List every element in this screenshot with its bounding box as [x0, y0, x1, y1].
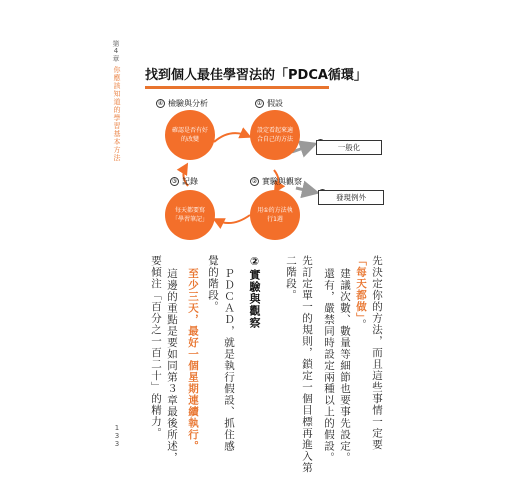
step-1-number: ① [256, 100, 263, 107]
body-col-6: 二階段。 [285, 255, 297, 301]
step-2-number: ② [251, 178, 258, 185]
body-col-8: 覺的階段。 [207, 255, 219, 313]
step-1-label [255, 98, 283, 109]
arrow-4-to-1 [214, 133, 248, 142]
outcome-6-text: 發現例外 [336, 193, 366, 202]
outcome-5-text: 一般化 [337, 143, 361, 152]
step-4-circle [165, 110, 215, 160]
step-2-circle [250, 190, 300, 240]
step-1-text: 設定看起來適合自己的方法 [256, 127, 293, 143]
body-col-11: 要傾注「百分之一百二十」的精力。 [150, 255, 162, 439]
step-4-label [156, 98, 208, 109]
step-2-label [250, 176, 302, 187]
outcome-6-box [318, 190, 384, 205]
step-3-text: 每天都要寫「學習筆記」 [171, 207, 208, 223]
outcome-5-box [316, 140, 382, 155]
step-3-label [170, 176, 198, 187]
step-4-number: ④ [157, 100, 164, 107]
step-4-text: 確認是否有好的改變 [171, 127, 208, 143]
page-number: 133 [113, 424, 121, 448]
body-col-5: 先訂定單一的規則，鎖定一個目標再進入第 [301, 255, 313, 474]
step-2-text: 用①的方法執行1週 [257, 207, 293, 223]
chapter-label: 第4章 [112, 40, 120, 62]
body-col-2 [354, 255, 367, 330]
arrow-2-to-3 [216, 215, 250, 223]
step-3-circle [165, 190, 215, 240]
figure-title: 找到個人最佳學習法的「PDCA循環」 [145, 68, 367, 83]
body-col-1: 先決定你的方法，而且這些事情一定要 [371, 255, 383, 451]
section-heading-text: 實驗與觀察 [248, 269, 261, 329]
chapter-title: 你應該知道的學習基本方法 [113, 66, 121, 162]
section-heading-number: ② [248, 255, 261, 269]
step-4-name: 檢驗與分析 [168, 99, 208, 108]
arrow-to-exception [296, 188, 314, 192]
body-col-10: 這邊的重點是要如同第３章最後所述， [166, 268, 178, 464]
body-col-2-rest: 。 [355, 318, 367, 331]
body-col-3: 建議次數、數量等細節也要事先設定。 [339, 268, 351, 464]
step-3-number: ③ [171, 178, 178, 185]
body-col-4: 還有，嚴禁同時設定兩種以上的假設。 [323, 268, 335, 464]
body-highlight-every-day: 「每天都做」 [355, 255, 367, 319]
step-1-name: 假設 [267, 99, 283, 108]
step-3-name: 記錄 [182, 177, 198, 186]
section-heading [246, 255, 262, 329]
body-highlight-three-days: 至少三天，最好一個星期連續執行。 [187, 268, 199, 452]
step-1-circle [250, 110, 300, 160]
step-2-name: 實驗與觀察 [262, 177, 302, 186]
body-col-7: ＰＤＣＡＤ，就是執行假設、抓住感 [223, 268, 235, 452]
